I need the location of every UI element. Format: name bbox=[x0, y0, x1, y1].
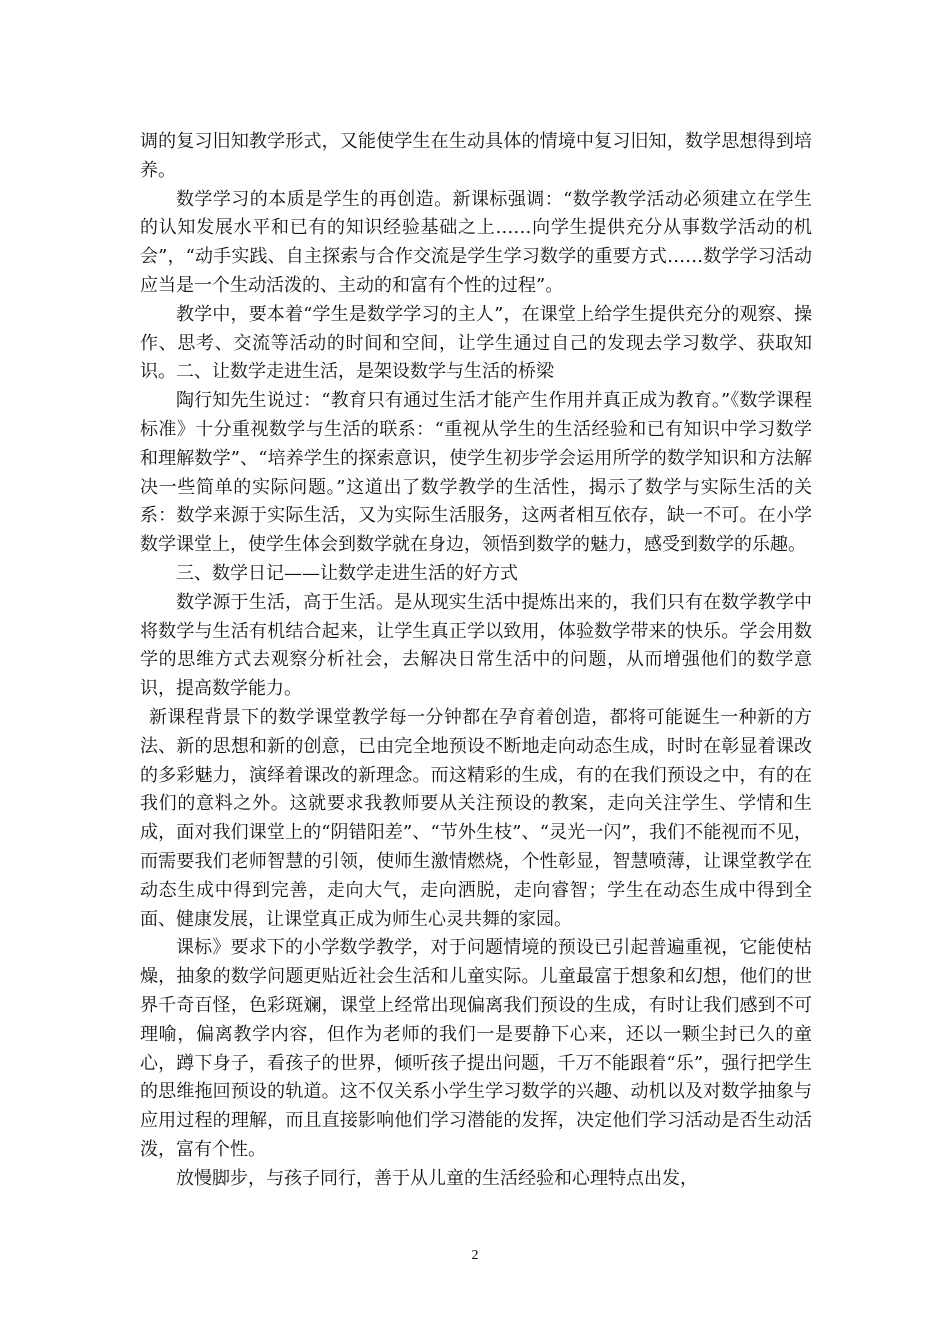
paragraph: 调的复习旧知教学形式，又能使学生在生动具体的情境中复习旧知，数学思想得到培养。 bbox=[140, 131, 812, 181]
paragraph: 放慢脚步，与孩子同行，善于从儿童的生活经验和心理特点出发， bbox=[176, 1167, 698, 1189]
page-number: 2 bbox=[471, 1248, 479, 1263]
body-text bbox=[140, 128, 812, 1193]
paragraph: 课标》要求下的小学数学教学，对于问题情境的预设已引起普遍重视，它能使枯燥，抽象的数学问题更贴近社会生活和儿童实际。儿童最富于想象和幻想，他们的世界千奇百怪，色彩斑斓，课堂上经常出现偏离我们预设的生成，有时让我们感到不可理喻，偏离教学内容，但作为老师的我们一是要静下心来，还以一颗尘封已久的童心，蹲下身子，看孩子的世界，倾听孩子提出问题，千万不能跟着“乐”，强行把学生的思维拖回预设的轨道。这不仅关系小学生学习数学的兴趣、动机以及对数学抽象与应用过程的理解，而且直接影响他们学习潜能的发挥，决定他们学习活动是否生动活泼，富有个性。 bbox=[140, 937, 812, 1160]
paragraph: 陶行知先生说过：“教育只有通过生活才能产生作用并真正成为教育。”《数学课程标准》十分重视数学与生活的联系：“重视从学生的生活经验和已有知识中学习数学和理解数学”、“培养学生的探索意识，使学生初步学会运用所学的数学知识和方法解决一些简单的实际问题。”这道出了数学教学的生活性，揭示了数学与实际生活的关系：数学来源于实际生活，又为实际生活服务，这两者相互依存，缺一不可。在小学数学课堂上，使学生体会到数学就在身边，领悟到数学的魅力，感受到数学的乐趣。 bbox=[140, 390, 812, 556]
section-heading: 三、数学日记——让数学走进生活的好方式 bbox=[176, 562, 518, 584]
paragraph: 数学学习的本质是学生的再创造。新课标强调：“数学教学活动必须建立在学生的认知发展水平和已有的知识经验基础之上……向学生提供充分从事数学活动的机会”，“动手实践、自主探索与合作交流是学生学习数学的重要方式……数学学习活动应当是一个生动活泼的、主动的和富有个性的过程”。 bbox=[140, 188, 812, 296]
paragraph: 教学中，要本着“学生是数学学习的主人”，在课堂上给学生提供充分的观察、操作、思考、交流等活动的时间和空间，让学生通过自己的发现去学习数学、获取知识。二、让数学走进生活，是架设数学与生活的桥梁 bbox=[140, 303, 812, 383]
paragraph: 数学源于生活，高于生活。是从现实生活中提炼出来的，我们只有在数学教学中将数学与生活有机结合起来，让学生真正学以致用，体验数学带来的快乐。学会用数学的思维方式去观察分析社会，去解决日常生活中的问题，从而增强他们的数学意识，提高数学能力。 bbox=[140, 591, 812, 700]
paragraph: 新课程背景下的数学课堂教学每一分钟都在孕育着创造，都将可能诞生一种新的方法、新的思想和新的创意，已由完全地预设不断地走向动态生成，时时在彰显着课改的多彩魅力，演绎着课改的新理念。而这精彩的生成，有的在我们预设之中，有的在我们的意料之外。这就要求我教师要从关注预设的教案，走向关注学生、学情和生成，面对我们课堂上的“阴错阳差”、“节外生枝”、“灵光一闪”，我们不能视而不见，而需要我们老师智慧的引领，使师生激情燃烧，个性彰显，智慧喷薄，让课堂教学在动态生成中得到完善，走向大气，走向洒脱，走向睿智；学生在动态生成中得到全面、健康发展，让课堂真正成为师生心灵共舞的家园。 bbox=[140, 706, 812, 930]
